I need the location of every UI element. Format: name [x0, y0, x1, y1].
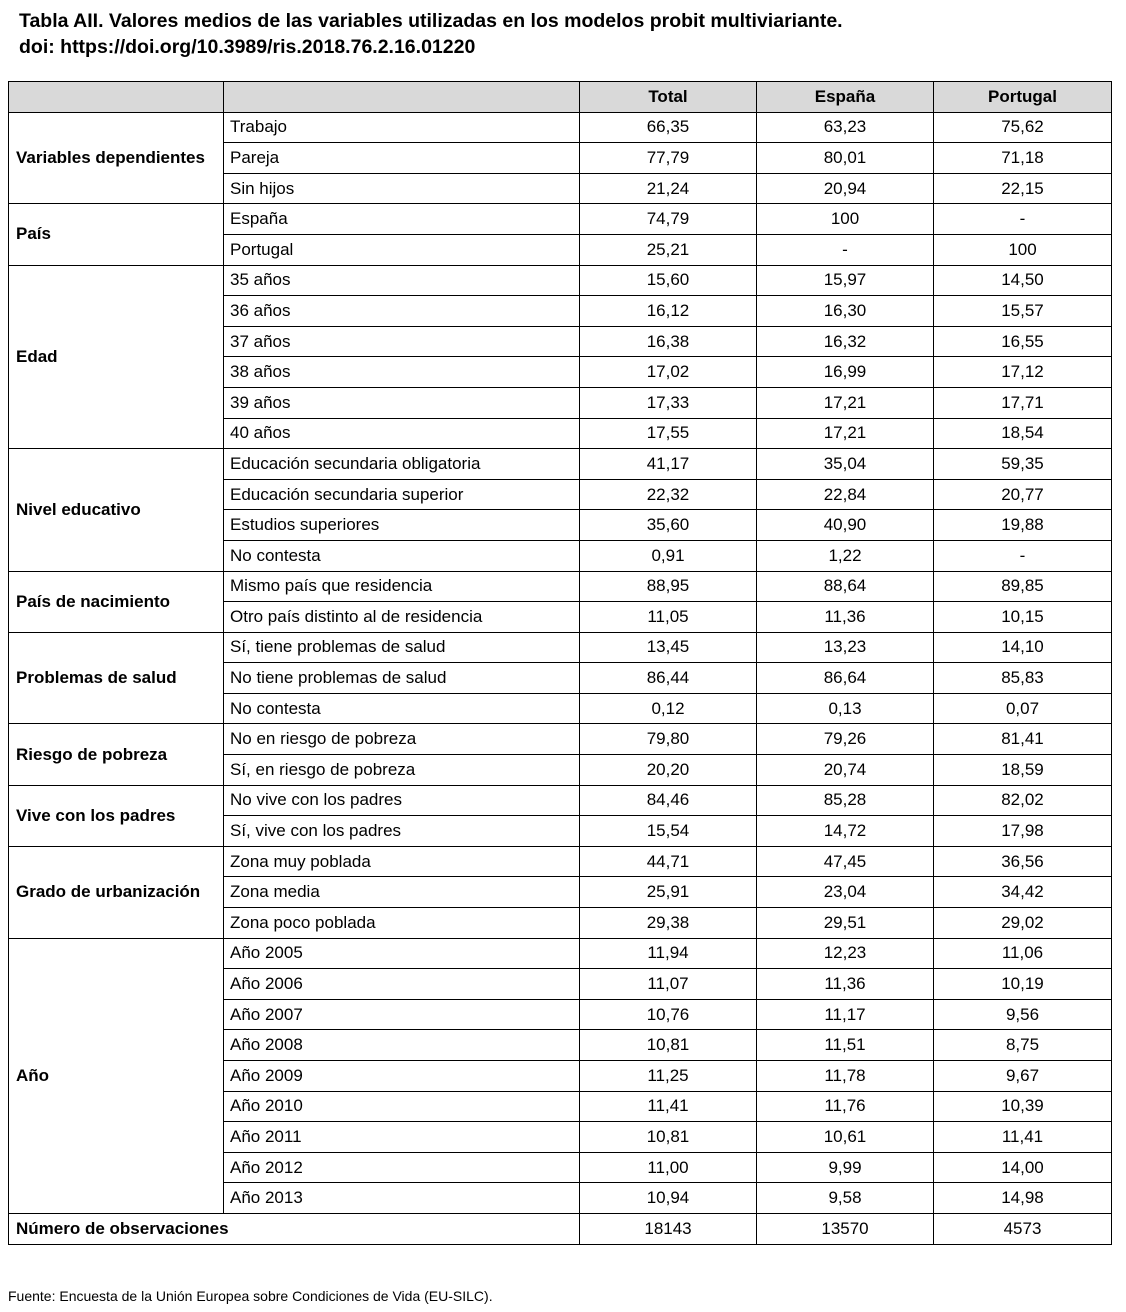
value-cell-espana: 22,84	[757, 479, 934, 510]
value-cell-portugal: 10,39	[934, 1091, 1112, 1122]
group-label: Variables dependientes	[9, 112, 224, 204]
row-label: No contesta	[224, 540, 580, 571]
header-cell-espana: España	[757, 82, 934, 113]
value-cell-portugal: 15,57	[934, 296, 1112, 327]
value-cell-portugal: 14,10	[934, 632, 1112, 663]
table-row	[9, 632, 1112, 663]
value-cell-portugal: 18,59	[934, 755, 1112, 786]
value-cell-portugal: 89,85	[934, 571, 1112, 602]
value-cell-portugal: 75,62	[934, 112, 1112, 143]
value-cell-portugal: 59,35	[934, 449, 1112, 480]
row-label: Año 2005	[224, 938, 580, 969]
group-label: País de nacimiento	[9, 571, 224, 632]
value-cell-portugal: 10,19	[934, 969, 1112, 1000]
value-cell-espana: 0,13	[757, 693, 934, 724]
table-title	[19, 8, 843, 60]
value-cell-espana: 40,90	[757, 510, 934, 541]
row-label: No en riesgo de pobreza	[224, 724, 580, 755]
observations-cell-total: 18143	[580, 1213, 757, 1244]
row-label: Otro país distinto al de residencia	[224, 602, 580, 633]
value-cell-espana: 35,04	[757, 449, 934, 480]
row-label: Zona media	[224, 877, 580, 908]
table-row	[9, 846, 1112, 877]
row-label: Zona poco poblada	[224, 908, 580, 939]
row-label: 36 años	[224, 296, 580, 327]
value-cell-total: 10,81	[580, 1122, 757, 1153]
observations-row	[9, 1213, 1112, 1244]
value-cell-portugal: -	[934, 204, 1112, 235]
value-cell-espana: 20,74	[757, 755, 934, 786]
header-cell-variable	[224, 82, 580, 113]
group-label: Vive con los padres	[9, 785, 224, 846]
row-label: Portugal	[224, 234, 580, 265]
table-body	[9, 112, 1112, 1244]
row-label: Año 2009	[224, 1061, 580, 1092]
value-cell-espana: 12,23	[757, 938, 934, 969]
value-cell-espana: 11,51	[757, 1030, 934, 1061]
value-cell-total: 15,60	[580, 265, 757, 296]
value-cell-total: 10,94	[580, 1183, 757, 1214]
value-cell-total: 20,20	[580, 755, 757, 786]
table-row	[9, 265, 1112, 296]
value-cell-total: 79,80	[580, 724, 757, 755]
value-cell-portugal: 0,07	[934, 693, 1112, 724]
row-label: No vive con los padres	[224, 785, 580, 816]
value-cell-espana: 15,97	[757, 265, 934, 296]
value-cell-portugal: 16,55	[934, 326, 1112, 357]
value-cell-espana: 16,99	[757, 357, 934, 388]
value-cell-espana: 9,99	[757, 1152, 934, 1183]
row-label: Año 2007	[224, 999, 580, 1030]
value-cell-total: 86,44	[580, 663, 757, 694]
value-cell-portugal: 81,41	[934, 724, 1112, 755]
value-cell-espana: 11,76	[757, 1091, 934, 1122]
group-label: Edad	[9, 265, 224, 449]
group-label: Grado de urbanización	[9, 846, 224, 938]
table-row	[9, 449, 1112, 480]
row-label: Sí, vive con los padres	[224, 816, 580, 847]
group-label: Nivel educativo	[9, 449, 224, 571]
row-label: Trabajo	[224, 112, 580, 143]
value-cell-total: 29,38	[580, 908, 757, 939]
value-cell-total: 25,21	[580, 234, 757, 265]
row-label: Zona muy poblada	[224, 846, 580, 877]
value-cell-espana: 11,17	[757, 999, 934, 1030]
table-row	[9, 785, 1112, 816]
value-cell-portugal: 100	[934, 234, 1112, 265]
row-label: España	[224, 204, 580, 235]
value-cell-total: 22,32	[580, 479, 757, 510]
title-line-2-doi: doi: https://doi.org/10.3989/ris.2018.76.2.16.01220	[19, 36, 476, 58]
value-cell-espana: 10,61	[757, 1122, 934, 1153]
value-cell-portugal: 20,77	[934, 479, 1112, 510]
value-cell-espana: 47,45	[757, 846, 934, 877]
value-cell-total: 41,17	[580, 449, 757, 480]
value-cell-portugal: 8,75	[934, 1030, 1112, 1061]
value-cell-total: 10,76	[580, 999, 757, 1030]
value-cell-espana: -	[757, 234, 934, 265]
value-cell-espana: 11,36	[757, 602, 934, 633]
value-cell-espana: 17,21	[757, 387, 934, 418]
value-cell-total: 16,38	[580, 326, 757, 357]
value-cell-portugal: 17,71	[934, 387, 1112, 418]
value-cell-total: 0,12	[580, 693, 757, 724]
value-cell-espana: 63,23	[757, 112, 934, 143]
row-label: Año 2011	[224, 1122, 580, 1153]
value-cell-espana: 14,72	[757, 816, 934, 847]
value-cell-total: 15,54	[580, 816, 757, 847]
table-row	[9, 724, 1112, 755]
value-cell-espana: 100	[757, 204, 934, 235]
value-cell-portugal: 29,02	[934, 908, 1112, 939]
value-cell-portugal: 22,15	[934, 173, 1112, 204]
value-cell-total: 11,07	[580, 969, 757, 1000]
group-label: Año	[9, 938, 224, 1213]
observations-cell-portugal: 4573	[934, 1213, 1112, 1244]
value-cell-total: 44,71	[580, 846, 757, 877]
value-cell-espana: 11,36	[757, 969, 934, 1000]
row-label: Sí, tiene problemas de salud	[224, 632, 580, 663]
value-cell-espana: 80,01	[757, 143, 934, 174]
value-cell-portugal: 71,18	[934, 143, 1112, 174]
value-cell-espana: 9,58	[757, 1183, 934, 1214]
row-label: 39 años	[224, 387, 580, 418]
value-cell-espana: 79,26	[757, 724, 934, 755]
value-cell-portugal: 19,88	[934, 510, 1112, 541]
value-cell-total: 16,12	[580, 296, 757, 327]
value-cell-espana: 88,64	[757, 571, 934, 602]
value-cell-total: 21,24	[580, 173, 757, 204]
value-cell-espana: 85,28	[757, 785, 934, 816]
value-cell-espana: 86,64	[757, 663, 934, 694]
value-cell-portugal: 85,83	[934, 663, 1112, 694]
value-cell-total: 77,79	[580, 143, 757, 174]
group-label: País	[9, 204, 224, 265]
value-cell-total: 0,91	[580, 540, 757, 571]
header-cell-group	[9, 82, 224, 113]
row-label: 38 años	[224, 357, 580, 388]
data-table	[8, 81, 1112, 1245]
value-cell-portugal: 82,02	[934, 785, 1112, 816]
value-cell-portugal: 9,56	[934, 999, 1112, 1030]
value-cell-espana: 17,21	[757, 418, 934, 449]
header-cell-portugal: Portugal	[934, 82, 1112, 113]
value-cell-espana: 29,51	[757, 908, 934, 939]
row-label: Educación secundaria superior	[224, 479, 580, 510]
row-label: Año 2013	[224, 1183, 580, 1214]
value-cell-total: 11,94	[580, 938, 757, 969]
value-cell-total: 74,79	[580, 204, 757, 235]
source-note: Fuente: Encuesta de la Unión Europea sobre Condiciones de Vida (EU-SILC).	[8, 1288, 493, 1304]
value-cell-portugal: -	[934, 540, 1112, 571]
row-label: Estudios superiores	[224, 510, 580, 541]
row-label: 37 años	[224, 326, 580, 357]
title-line-1: Tabla AII. Valores medios de las variables utilizadas en los modelos probit multiviariante.	[19, 10, 843, 32]
row-label: Pareja	[224, 143, 580, 174]
table-row	[9, 938, 1112, 969]
row-label: 40 años	[224, 418, 580, 449]
value-cell-portugal: 11,06	[934, 938, 1112, 969]
value-cell-total: 17,33	[580, 387, 757, 418]
row-label: Sin hijos	[224, 173, 580, 204]
value-cell-portugal: 17,12	[934, 357, 1112, 388]
table-row	[9, 204, 1112, 235]
value-cell-total: 11,00	[580, 1152, 757, 1183]
value-cell-espana: 13,23	[757, 632, 934, 663]
value-cell-total: 88,95	[580, 571, 757, 602]
header-row	[9, 82, 1112, 113]
row-label: Educación secundaria obligatoria	[224, 449, 580, 480]
table-header	[9, 82, 1112, 113]
table-row	[9, 571, 1112, 602]
value-cell-portugal: 34,42	[934, 877, 1112, 908]
row-label: Mismo país que residencia	[224, 571, 580, 602]
value-cell-espana: 16,30	[757, 296, 934, 327]
group-label: Problemas de salud	[9, 632, 224, 724]
group-label: Riesgo de pobreza	[9, 724, 224, 785]
value-cell-total: 35,60	[580, 510, 757, 541]
value-cell-espana: 16,32	[757, 326, 934, 357]
value-cell-total: 17,55	[580, 418, 757, 449]
value-cell-espana: 20,94	[757, 173, 934, 204]
observations-label: Número de observaciones	[9, 1213, 580, 1244]
value-cell-total: 84,46	[580, 785, 757, 816]
value-cell-total: 25,91	[580, 877, 757, 908]
value-cell-portugal: 36,56	[934, 846, 1112, 877]
value-cell-portugal: 18,54	[934, 418, 1112, 449]
value-cell-espana: 1,22	[757, 540, 934, 571]
row-label: Sí, en riesgo de pobreza	[224, 755, 580, 786]
observations-cell-espana: 13570	[757, 1213, 934, 1244]
value-cell-total: 66,35	[580, 112, 757, 143]
value-cell-portugal: 14,98	[934, 1183, 1112, 1214]
value-cell-portugal: 11,41	[934, 1122, 1112, 1153]
value-cell-total: 11,41	[580, 1091, 757, 1122]
value-cell-espana: 23,04	[757, 877, 934, 908]
value-cell-portugal: 17,98	[934, 816, 1112, 847]
value-cell-portugal: 9,67	[934, 1061, 1112, 1092]
row-label: Año 2010	[224, 1091, 580, 1122]
row-label: Año 2006	[224, 969, 580, 1000]
row-label: 35 años	[224, 265, 580, 296]
value-cell-total: 11,25	[580, 1061, 757, 1092]
row-label: No tiene problemas de salud	[224, 663, 580, 694]
value-cell-total: 10,81	[580, 1030, 757, 1061]
row-label: Año 2012	[224, 1152, 580, 1183]
table-row	[9, 112, 1112, 143]
value-cell-total: 13,45	[580, 632, 757, 663]
row-label: Año 2008	[224, 1030, 580, 1061]
value-cell-total: 11,05	[580, 602, 757, 633]
row-label: No contesta	[224, 693, 580, 724]
value-cell-portugal: 14,00	[934, 1152, 1112, 1183]
value-cell-portugal: 14,50	[934, 265, 1112, 296]
value-cell-espana: 11,78	[757, 1061, 934, 1092]
header-cell-total: Total	[580, 82, 757, 113]
value-cell-portugal: 10,15	[934, 602, 1112, 633]
value-cell-total: 17,02	[580, 357, 757, 388]
